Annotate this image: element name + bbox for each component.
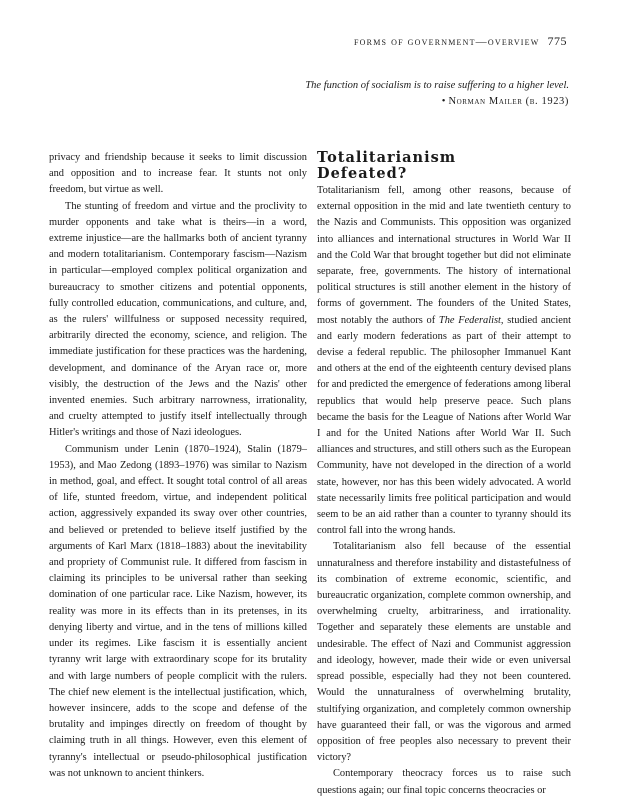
section-title bbox=[317, 150, 571, 182]
page-number: 775 bbox=[547, 34, 567, 48]
right-paragraph-1-text-a: Totalitarianism fell, among other reasons, because of external opposition in the mid and late twentieth century to the Nazis and Communists. This opposition was organized into alliances and international structures in World War II and the Cold War that brought together but did not eliminate separate, free, governments. The history of international political structures is still another element in the history of forms of government. The founders of the United States, most notably the authors of bbox=[317, 185, 571, 326]
epigraph-quote: The function of socialism is to raise suffering to a higher level. bbox=[305, 80, 569, 91]
running-title: forms of government—overview bbox=[354, 36, 540, 48]
epigraph bbox=[299, 78, 569, 110]
right-column bbox=[317, 150, 571, 799]
right-paragraph-1 bbox=[317, 183, 571, 539]
right-paragraph-1-text-b: studied ancient and early modern federations as part of their attempt to devise a federal republic. The philosopher Immanuel Kant and others at the end of the eighteenth century devised plans for and predicted the emergence of federations among liberal republics that would help preserve peace. Such plans became the basis for the League of Nations after World War I and for the United Nations after World War II. Such alliances and structures, and still others such as the European Community, have not developed in the direction of a world state, however, nor has this been widely advocated. A world state necessarily limits free political participation and would seem to be an aid rather than a counter to tyranny should its control fall into the wrong hands. bbox=[317, 314, 571, 537]
left-paragraph-3: Communism under Lenin (1870–1924), Stalin (1879–1953), and Mao Zedong (1893–1976) was similar to Nazism in method, goal, and effect. It sought total control of all areas of life, stunted freedom, virtue, and independent political action, aggressively expanded its sway over other countries, and believed or pretended to believe itself justified by the arguments of Karl Marx (1818–1883) about the inevitability and propriety of Communist rule. It differed from fascism in claiming its principles to be universal rather than seeking domination of one particular race. Like Nazism, however, its reality was more in its effects than in its pretenses, in its denying liberty and virtue, and in the tens of millions killed under its regimes. Like fascism it is essentially ancient tyranny writ large with extraordinary scope for its brutality and with large numbers of people complicit with the rulers. The chief new element is the intellectual justification, which, however insincere, adds to the scope and defense of the brutality and impinges directly on freedom of thought by claiming truth in all things. However, even this element of tyranny's intellectual or pseudo-philosophical justification was not unknown to ancient thinkers. bbox=[49, 443, 307, 779]
left-paragraph-2: The stunting of freedom and virtue and the proclivity to murder opponents and take what is theirs—in a word, extreme injustice—are the hallmarks both of ancient tyranny and modern totalitarianism. Contemporary fascism—Nazism in particular—employed complex political organization and bureaucracy to smother citizens and potential opponents, fully controlled education, communications, and culture, and, as the rulers' willfulness or supposed necessity required, arbitrarily directed the economy, science, and religion. The immediate justification for these practices was the hardening, development, and dominance of the Aryan race or, more visibly, the destruction of the Jews and the Nazis' other invented enemies. Such arbitrary narrowness, irrationality, and cruelty attempted to justify itself intellectually through Hitler's writings and those of Nazi ideologues. bbox=[49, 200, 307, 439]
right-paragraph-3: Contemporary theocracy forces us to raise such questions again; our final topic concerns theocracies or bbox=[317, 768, 571, 796]
section-title-line-1: Totalitarianism bbox=[317, 149, 457, 166]
left-column bbox=[49, 150, 307, 782]
epigraph-bullet: • bbox=[441, 96, 446, 107]
running-head bbox=[354, 34, 567, 49]
section-title-line-2: Defeated? bbox=[317, 165, 408, 182]
epigraph-author: Norman Mailer (b. 1923) bbox=[448, 96, 569, 107]
right-paragraph-2: Totalitarianism also fell because of the essential unnaturalness and therefore instability and distastefulness of its combination of extreme economic, scientific, and bureaucratic organization, complete common ownership, and overwhelming cruelty, arbitrariness, and irrationality. Together and separately these elements are unstable and undesirable. The effect of Nazi and Communist aggression and ideology, however, made their wide or even universal spread possible, especially had they not been countered. Would the unnaturalness of overwhelming brutality, stultifying organization, and completely common ownership have guaranteed their fall, or was the vigorous and armed opposition of free peoples also necessary to prevent their victory? bbox=[317, 541, 572, 764]
federalist-title: The Federalist, bbox=[438, 314, 504, 326]
left-paragraph-1: privacy and friendship because it seeks to limit discussion and opposition and to increase fear. It stunts not only freedom, but virtue as well. bbox=[49, 152, 307, 196]
